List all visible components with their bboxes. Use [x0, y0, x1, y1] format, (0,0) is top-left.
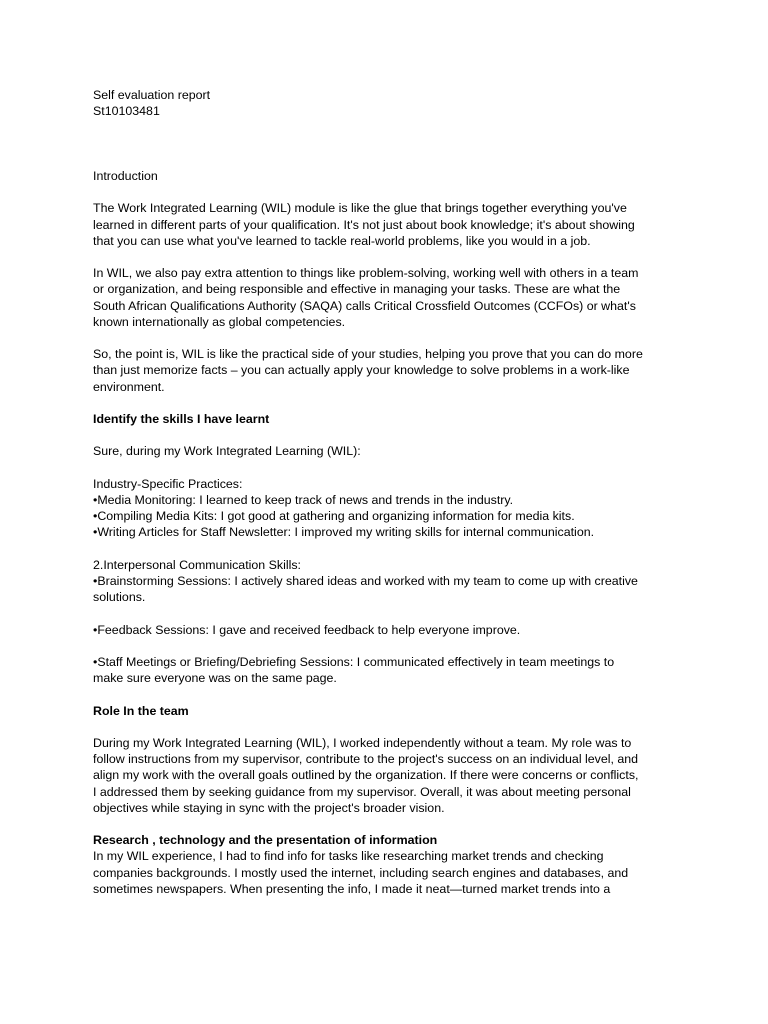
role-heading: Role In the team [93, 703, 189, 718]
introduction-paragraph-1 [93, 200, 683, 249]
introduction-paragraph-3 [93, 346, 683, 395]
list-item [93, 654, 683, 686]
text-line: •Staff Meetings or Briefing/Debriefing Sessions: I communicated effectively in team meetings to [93, 654, 615, 669]
document-title: Self evaluation report [93, 88, 211, 102]
text-line: The Work Integrated Learning (WIL) module is like the glue that brings together everything you've [93, 201, 627, 216]
introduction-paragraph-2 [93, 265, 683, 330]
text-line: follow instructions from my supervisor, contribute to the project's success on an individual level, and [93, 752, 639, 767]
list-item: •Writing Articles for Staff Newsletter: I improved my writing skills for internal communication. [93, 525, 595, 540]
text-line: sometimes newspapers. When presenting the info, I made it neat—turned market trends into a [93, 881, 611, 896]
text-line: So, the point is, WIL is like the practical side of your studies, helping you prove that you can do more [93, 347, 643, 362]
text-line: known internationally as global competencies. [93, 314, 346, 329]
text-line: align my work with the overall goals outlined by the organization. If there were concerns or conflicts, [93, 768, 639, 783]
industry-practices-heading: Industry-Specific Practices: [93, 476, 243, 491]
list-item: •Feedback Sessions: I gave and received feedback to help everyone improve. [93, 622, 521, 637]
research-heading: Research , technology and the presentation of information [93, 833, 438, 848]
list-item: •Compiling Media Kits: I got good at gathering and organizing information for media kits. [93, 509, 575, 524]
document-body [93, 87, 683, 897]
skills-intro: Sure, during my Work Integrated Learning (WIL): [93, 444, 361, 459]
role-paragraph [93, 735, 683, 816]
student-id: St10103481 [93, 104, 160, 119]
text-line: make sure everyone was on the same page. [93, 671, 337, 686]
text-line: companies backgrounds. I mostly used the internet, including search engines and databases, and [93, 865, 629, 880]
text-line: objectives while staying in sync with the project's broader vision. [93, 800, 445, 815]
research-paragraph [93, 848, 683, 897]
list-item: •Media Monitoring: I learned to keep track of news and trends in the industry. [93, 492, 514, 507]
text-line: learned in different parts of your qualification. It's not just about book knowledge; it's about showing [93, 217, 635, 232]
introduction-heading: Introduction [93, 168, 158, 183]
text-line: South African Qualifications Authority (SAQA) calls Critical Crossfield Outcomes (CCFOs) or what's [93, 298, 636, 313]
text-line: than just memorize facts – you can actually apply your knowledge to solve problems in a work-like [93, 363, 630, 378]
text-line: or organization, and being responsible and effective in managing your tasks. These are what the [93, 282, 621, 297]
text-line: In my WIL experience, I had to find info for tasks like researching market trends and checking [93, 849, 604, 864]
list-item [93, 573, 683, 605]
interpersonal-skills-heading: 2.Interpersonal Communication Skills: [93, 557, 301, 572]
text-line: that you can use what you've learned to tackle real-world problems, like you would in a job. [93, 233, 591, 248]
skills-heading: Identify the skills I have learnt [93, 411, 270, 426]
text-line: During my Work Integrated Learning (WIL), I worked independently without a team. My role was to [93, 735, 632, 750]
text-line: environment. [93, 379, 165, 394]
text-line: solutions. [93, 590, 146, 605]
text-line: I addressed them by seeking guidance from my supervisor. Overall, it was about meeting personal [93, 784, 631, 799]
text-line: In WIL, we also pay extra attention to things like problem-solving, working well with others in a team [93, 266, 639, 281]
text-line: •Brainstorming Sessions: I actively shared ideas and worked with my team to come up with creative [93, 573, 638, 588]
